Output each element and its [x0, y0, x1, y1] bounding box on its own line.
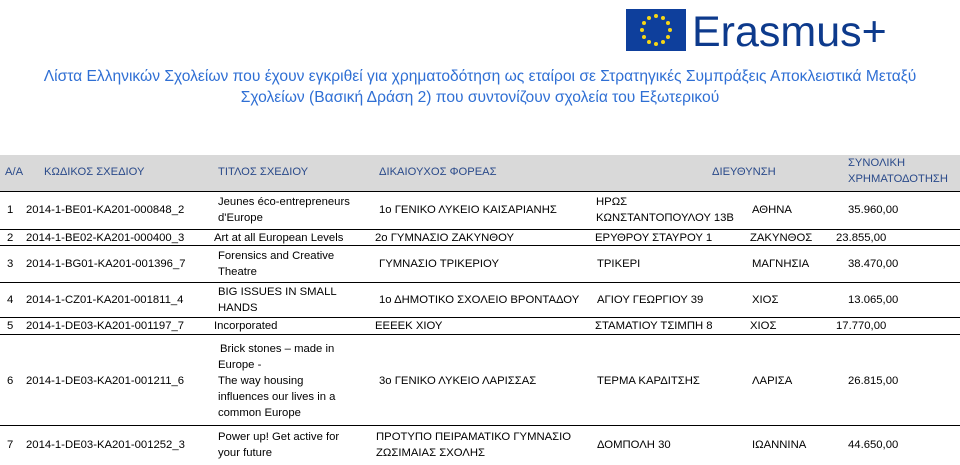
- header-total-line1: ΣΥΝΟΛΙΚΗ: [848, 157, 906, 169]
- cell-beneficiary-line1: ΠΡΟΤΥΠΟ ΠΕΙΡΑΜΑΤΙΚΟ ΓΥΜΝΑΣΙΟ: [376, 431, 572, 443]
- cell-title-line2: d'Europe: [218, 212, 263, 224]
- cell-amount: 23.855,00: [836, 232, 887, 244]
- row-divider: [0, 425, 960, 426]
- cell-beneficiary: 2ο ΓΥΜΝΑΣΙΟ ΖΑΚΥΝΘΟΥ: [375, 232, 515, 244]
- cell-title-line3: The way housing: [218, 375, 304, 387]
- cell-aa: 6: [7, 375, 14, 387]
- cell-street-line1: ΑΓΙΟΥ ΓΕΩΡΓΙΟΥ 39: [597, 294, 704, 306]
- cell-title-line5: common Europe: [218, 407, 301, 419]
- cell-street-line1: ΗΡΩΣ: [596, 196, 628, 208]
- cell-amount: 17.770,00: [836, 320, 887, 332]
- cell-amount: 26.815,00: [848, 375, 899, 387]
- cell-aa: 4: [7, 294, 14, 306]
- cell-street-line1: ΔΟΜΠΟΛΗ 30: [597, 439, 671, 451]
- cell-city: ΑΘΗΝΑ: [752, 204, 792, 216]
- cell-beneficiary: 1ο ΓΕΝΙΚΟ ΛΥΚΕΙΟ ΚΑΙΣΑΡΙΑΝΗΣ: [379, 204, 557, 216]
- cell-title-line1: Brick stones – made in: [220, 343, 335, 355]
- header-code: ΚΩΔΙΚΟΣ ΣΧΕΔΙΟΥ: [44, 166, 145, 178]
- cell-beneficiary: 3ο ΓΕΝΙΚΟ ΛΥΚΕΙΟ ΛΑΡΙΣΣΑΣ: [379, 375, 537, 387]
- erasmus-logo-text: Erasmus+: [692, 8, 887, 56]
- cell-street-line1: ΕΡΥΘΡΟΥ ΣΤΑΥΡΟΥ 1: [595, 232, 713, 244]
- erasmus-logo: [626, 4, 956, 56]
- cell-beneficiary-line2: ΖΩΣΙΜΑΙΑΣ ΣΧΟΛΗΣ: [376, 447, 485, 459]
- cell-aa: 3: [7, 258, 14, 270]
- page-title: [0, 66, 960, 108]
- eu-flag-icon: [626, 9, 686, 51]
- row-divider: [0, 334, 960, 335]
- cell-aa: 2: [7, 232, 14, 244]
- header-address: ΔΙΕΥΘΥΝΣΗ: [712, 166, 776, 178]
- cell-code: 2014-1-DE03-KA201-001197_7: [26, 320, 185, 332]
- cell-city: ΧΙΟΣ: [752, 294, 779, 306]
- cell-title-line1: Art at all European Levels: [214, 232, 344, 244]
- cell-code: 2014-1-DE03-KA201-001211_6: [26, 375, 185, 387]
- cell-title-line2: HANDS: [218, 302, 258, 314]
- cell-code: 2014-1-BE01-KA201-000848_2: [26, 204, 185, 216]
- cell-title-line1: Forensics and Creative: [218, 250, 335, 262]
- cell-street-line1: ΤΕΡΜΑ ΚΑΡΔΙΤΣΗΣ: [597, 375, 700, 387]
- cell-beneficiary: ΕΕΕΕΚ ΧΙΟΥ: [375, 320, 443, 332]
- cell-aa: 5: [7, 320, 14, 332]
- page-title-line2: Σχολείων (Βασική Δράση 2) που συντονίζουν σχολεία του Εξωτερικού: [240, 89, 720, 106]
- cell-aa: 7: [7, 439, 14, 451]
- cell-title-line1: Jeunes éco-entrepreneurs: [218, 196, 350, 208]
- cell-code: 2014-1-BE02-KA201-000400_3: [26, 232, 185, 244]
- cell-city: ΖΑΚΥΝΘΟΣ: [750, 232, 813, 244]
- cell-title-line2: your future: [218, 447, 273, 459]
- cell-aa: 1: [7, 204, 14, 216]
- row-divider: [0, 282, 960, 283]
- cell-street-line1: ΤΡΙΚΕΡΙ: [597, 258, 641, 270]
- cell-amount: 44.650,00: [848, 439, 899, 451]
- cell-title-line1: Power up! Get active for: [218, 431, 340, 443]
- cell-city: ΧΙΟΣ: [750, 320, 777, 332]
- cell-code: 2014-1-BG01-KA201-001396_7: [26, 258, 186, 270]
- cell-code: 2014-1-DE03-KA201-001252_3: [26, 439, 185, 451]
- cell-city: ΜΑΓΝΗΣΙΑ: [752, 258, 810, 270]
- page-title-line1: Λίστα Ελληνικών Σχολείων που έχουν εγκριθεί για χρηματοδότηση ως εταίροι σε Στρατηγικές Συμπράξεις Αποκλειστικά Μεταξύ: [43, 68, 917, 85]
- cell-beneficiary: ΓΥΜΝΑΣΙΟ ΤΡΙΚΕΡΙΟΥ: [379, 258, 499, 270]
- cell-beneficiary: 1ο ΔΗΜΟΤΙΚΟ ΣΧΟΛΕΙΟ ΒΡΟΝΤΑΔΟΥ: [379, 294, 580, 306]
- cell-title-line2: Europe -: [218, 359, 262, 371]
- cell-title-line1: BIG ISSUES IN SMALL: [218, 286, 337, 298]
- header-aa: Α/Α: [5, 166, 24, 178]
- cell-city: ΛΑΡΙΣΑ: [752, 375, 793, 387]
- cell-street-line2: ΚΩΝΣΤΑΝΤΟΠΟΥΛΟΥ 13Β: [596, 212, 734, 224]
- cell-city: ΙΩΑΝΝΙΝΑ: [752, 439, 807, 451]
- cell-amount: 35.960,00: [848, 204, 899, 216]
- cell-title-line2: Theatre: [218, 266, 257, 278]
- cell-amount: 38.470,00: [848, 258, 899, 270]
- cell-amount: 13.065,00: [848, 294, 899, 306]
- header-total-line2: ΧΡΗΜΑΤΟΔΟΤΗΣΗ: [848, 173, 948, 185]
- cell-code: 2014-1-CZ01-KA201-001811_4: [26, 294, 184, 306]
- header-title: ΤΙΤΛΟΣ ΣΧΕΔΙΟΥ: [218, 166, 309, 178]
- header-beneficiary: ΔΙΚΑΙΟΥΧΟΣ ΦΟΡΕΑΣ: [379, 166, 497, 178]
- table-header: [0, 155, 960, 192]
- cell-title-line4: influences our lives in a: [218, 391, 336, 403]
- cell-street-line1: ΣΤΑΜΑΤΙΟΥ ΤΣΙΜΠΗ 8: [595, 320, 713, 332]
- cell-title-line1: Incorporated: [214, 320, 278, 332]
